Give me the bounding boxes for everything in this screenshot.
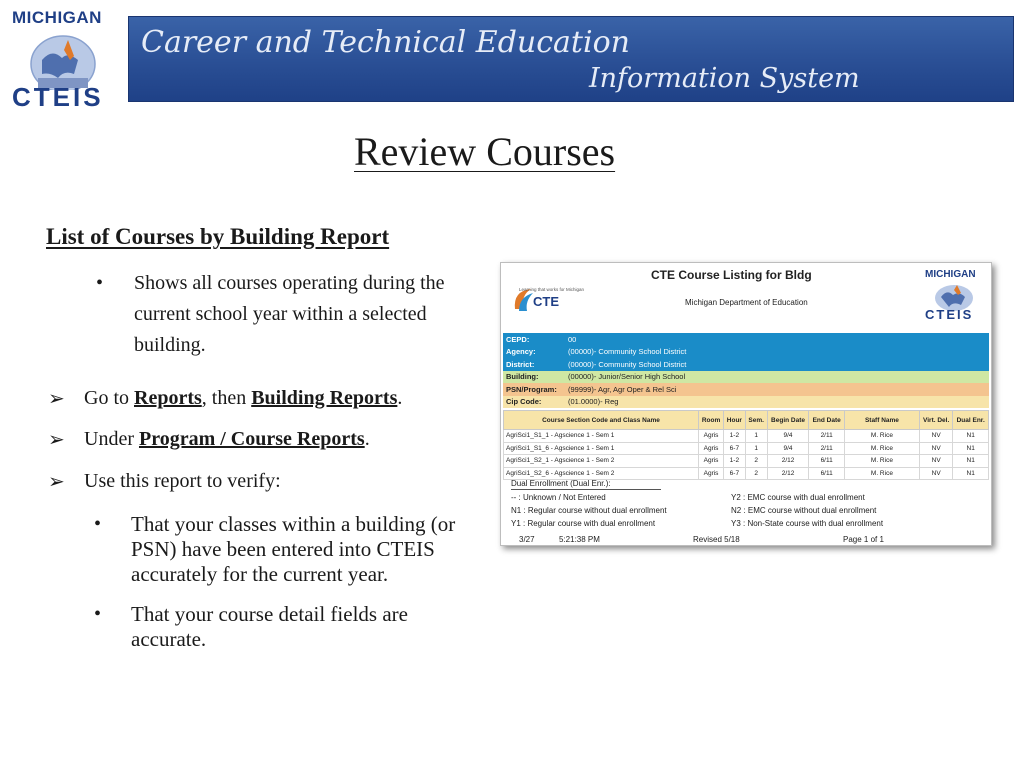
list-item [94, 602, 484, 652]
logo-cteis-text: CTEIS [12, 82, 104, 112]
section-heading: List of Courses by Building Report [46, 224, 390, 249]
column-header: End Date [809, 411, 845, 430]
info-key: CEPD: [506, 334, 530, 344]
arrow-bullet-icon: ➢ [48, 388, 65, 410]
info-row [503, 396, 989, 409]
table-cell: AgriSci1_S2_6 - Agscience 1 - Sem 2 [504, 467, 699, 480]
table-cell: N1 [953, 442, 989, 455]
table-cell: 1 [745, 430, 767, 443]
table-cell: M. Rice [844, 442, 919, 455]
legend-item: Y1 : Regular course with dual enrollment [511, 519, 656, 528]
info-row [503, 333, 989, 346]
legend-item: Y3 : Non-State course with dual enrollment [731, 519, 884, 528]
table-cell: 2 [745, 455, 767, 468]
table-cell: N1 [953, 430, 989, 443]
table-cell: Agris [699, 467, 724, 480]
info-value: (00000)- Community School District [568, 347, 687, 357]
step-verify [48, 469, 281, 494]
verify-text: That your classes within a building (or PSN) have been entered into CTEIS accurately for the current year. [131, 512, 456, 586]
report-tagline: Learning that works for Michigan [519, 287, 585, 292]
table-cell: 2/12 [767, 467, 809, 480]
column-header: Begin Date [767, 411, 809, 430]
legend-title: Dual Enrollment (Dual Enr.): [511, 479, 661, 490]
legend-item: Y2 : EMC course with dual enrollment [731, 493, 865, 502]
legend-item: N1 : Regular course without dual enrollment [511, 506, 667, 515]
table-cell: 1 [745, 442, 767, 455]
verify-list [94, 512, 484, 667]
table-cell: AgriSci1_S1_6 - Agscience 1 - Sem 1 [504, 442, 699, 455]
report-michigan-text: MICHIGAN [925, 269, 976, 280]
page-title: Review Courses [354, 129, 616, 174]
step-suffix: . [364, 428, 370, 450]
bullet-icon: • [96, 272, 104, 294]
table-cell: 6-7 [724, 467, 746, 480]
table-cell: AgriSci1_S1_1 - Agscience 1 - Sem 1 [504, 430, 699, 443]
table-cell: AgriSci1_S2_1 - Agscience 1 - Sem 2 [504, 455, 699, 468]
column-header: Virt. Del. [919, 411, 952, 430]
bullet-icon: • [94, 513, 102, 535]
banner-title: Career and Technical Education [141, 25, 630, 60]
step-mid: , then [201, 387, 252, 409]
table-cell: 2/11 [809, 430, 845, 443]
table-cell: 2/11 [809, 442, 845, 455]
step-suffix: . [397, 387, 403, 409]
table-header-row [504, 411, 989, 430]
table-cell: 2/12 [767, 455, 809, 468]
footer-time: 5:21:38 PM [559, 535, 600, 544]
table-cell: NV [919, 430, 952, 443]
column-header: Staff Name [844, 411, 919, 430]
description-list [96, 268, 476, 361]
report-dept: Michigan Department of Education [685, 298, 808, 307]
footer-revised: Revised 5/18 [693, 535, 740, 544]
table-cell: NV [919, 442, 952, 455]
table-row [504, 467, 989, 480]
table-cell: Agris [699, 430, 724, 443]
arrow-bullet-icon: ➢ [48, 429, 65, 451]
header-banner [128, 16, 1014, 102]
bullet-icon: • [94, 603, 102, 625]
legend-item: N2 : EMC course without dual enrollment [731, 506, 877, 515]
bullet-text: Shows all courses operating during the current school year within a selected building. [134, 272, 445, 356]
logo-michigan-text: MICHIGAN [12, 8, 102, 27]
column-header: Sem. [745, 411, 767, 430]
step-prefix: Go to [84, 387, 134, 409]
program-course-reports-link: Program / Course Reports [138, 428, 365, 450]
info-row [503, 383, 989, 396]
table-cell: 6-7 [724, 442, 746, 455]
step-reports [48, 386, 402, 411]
footer-page: Page 1 of 1 [843, 535, 884, 544]
footer-date: 3/27 [519, 535, 535, 544]
info-value: (01.0000)- Reg [568, 397, 619, 407]
table-cell: 2 [745, 467, 767, 480]
table-row [504, 430, 989, 443]
list-item [96, 268, 476, 361]
table-cell: NV [919, 455, 952, 468]
info-key: Agency: [506, 347, 536, 357]
table-cell: 9/4 [767, 430, 809, 443]
legend-item: -- : Unknown / Not Entered [511, 493, 606, 502]
table-cell: N1 [953, 467, 989, 480]
info-row [503, 358, 989, 371]
list-item [94, 512, 484, 587]
cte-logo-text: CTE [533, 294, 559, 309]
step-program-course-reports [48, 427, 370, 452]
report-cteis-text: CTEIS [925, 307, 974, 322]
table-cell: M. Rice [844, 467, 919, 480]
table-cell: Agris [699, 442, 724, 455]
column-header: Room [699, 411, 724, 430]
info-row [503, 371, 989, 384]
column-header: Course Section Code and Class Name [504, 411, 699, 430]
step-text: Use this report to verify: [84, 470, 281, 492]
info-key: District: [506, 359, 535, 369]
table-cell: Agris [699, 455, 724, 468]
info-row [503, 346, 989, 359]
table-row [504, 455, 989, 468]
building-reports-link: Building Reports [251, 387, 398, 409]
info-value: (00000)- Community School District [568, 359, 687, 369]
cteis-logo [8, 8, 126, 112]
info-key: Cip Code: [506, 397, 542, 407]
arrow-bullet-icon: ➢ [48, 471, 65, 493]
table-cell: 6/11 [809, 455, 845, 468]
banner-subtitle: Information System [589, 63, 860, 94]
step-text [84, 387, 402, 410]
info-key: PSN/Program: [506, 384, 557, 394]
table-cell: 1-2 [724, 455, 746, 468]
table-cell: M. Rice [844, 455, 919, 468]
info-key: Building: [506, 372, 539, 382]
table-cell: 1-2 [724, 430, 746, 443]
table-cell: 6/11 [809, 467, 845, 480]
reports-link: Reports [134, 387, 202, 409]
report-info-block [503, 333, 989, 408]
table-cell: 9/4 [767, 442, 809, 455]
table-cell: M. Rice [844, 430, 919, 443]
course-table [503, 410, 989, 480]
report-preview [500, 262, 992, 546]
column-header: Dual Enr. [953, 411, 989, 430]
table-row [504, 442, 989, 455]
step-text [84, 428, 370, 451]
info-value: (00000)- Junior/Senior High School [568, 372, 686, 382]
report-title: CTE Course Listing for Bldg [651, 268, 812, 282]
globe-icon [28, 30, 98, 90]
table-cell: N1 [953, 455, 989, 468]
verify-text: That your course detail fields are accurate. [131, 602, 408, 651]
column-header: Hour [724, 411, 746, 430]
table-cell: NV [919, 467, 952, 480]
info-value: 00 [568, 334, 577, 344]
step-prefix: Under [84, 428, 139, 450]
info-value: (99999)- Agr, Agr Oper & Rel Sci [568, 384, 677, 394]
